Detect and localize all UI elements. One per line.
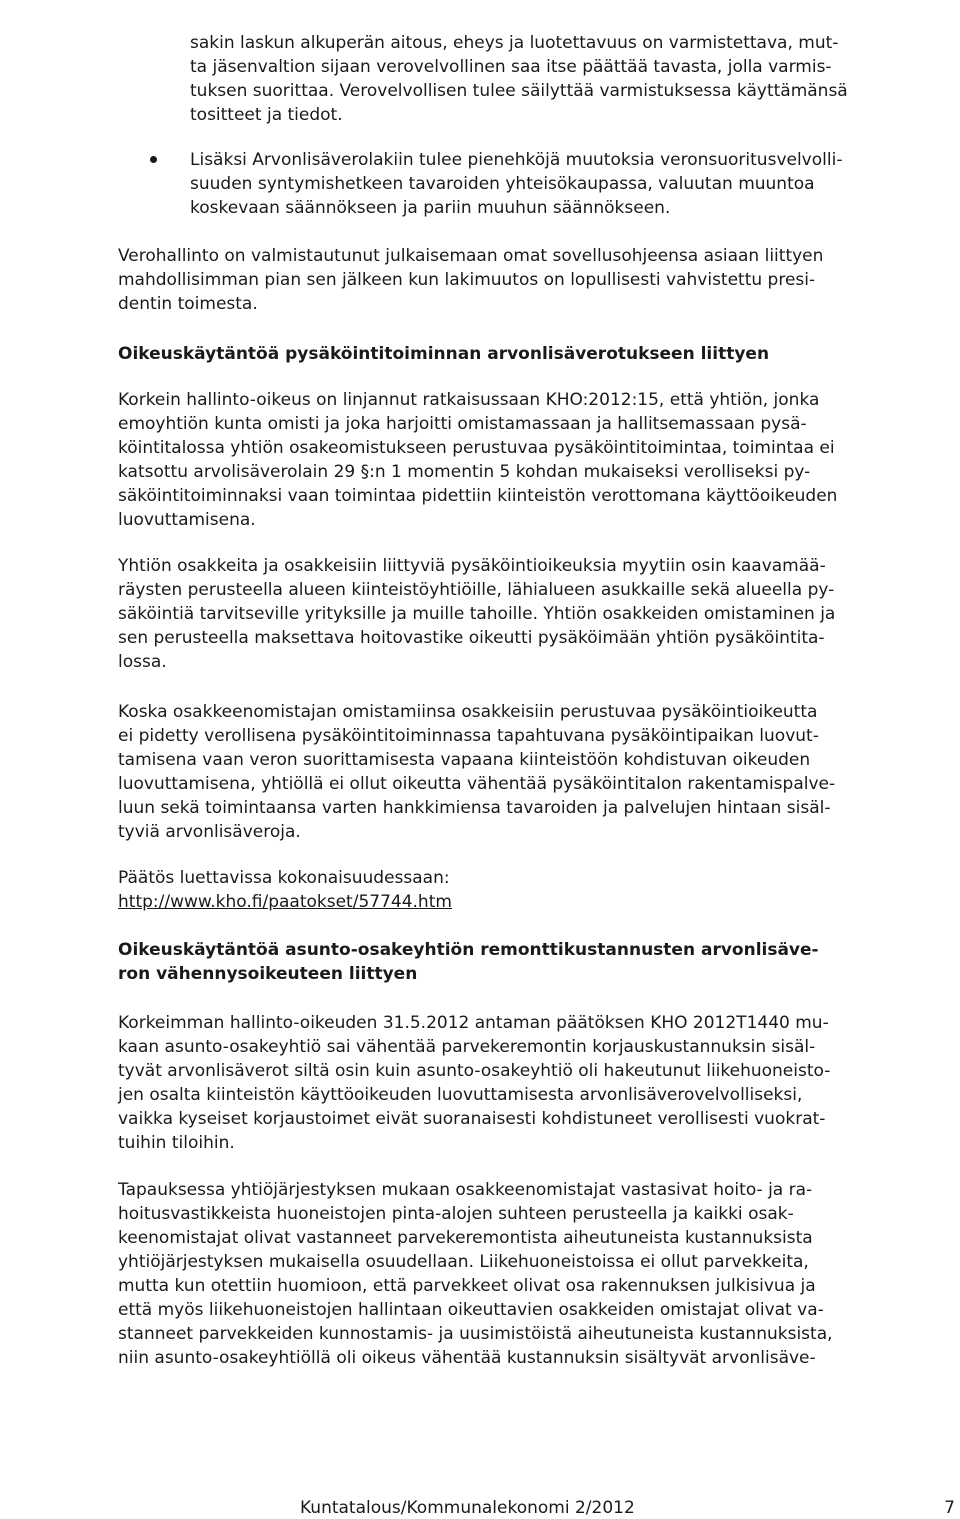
decision-link[interactable]: http://www.kho.fi/paatokset/57744.htm <box>118 892 452 912</box>
text-line: Koska osakkeenomistajan omistamiinsa osakkeisiin perustuvaa pysäköintioikeutta <box>118 702 818 722</box>
text-line: ei pidetty verollisena pysäköintitoiminnassa tapahtuvana pysäköintipaikan luovut- <box>118 726 819 746</box>
verohallinto-paragraph <box>118 244 950 316</box>
text-line: luovuttamisena. <box>118 510 256 530</box>
section1-paragraph-2 <box>118 554 950 674</box>
section1-paragraph-3 <box>118 700 950 844</box>
text-line: sen perusteella maksettava hoitovastike oikeutti pysäköimään yhtiön pysäköintita- <box>118 628 825 648</box>
section1-paragraph-1 <box>118 388 950 532</box>
text-line: keenomistajat olivat vastanneet parvekeremontista aiheutuneista kustannuksista <box>118 1228 813 1248</box>
text-line: luovuttamisena, yhtiöllä ei ollut oikeutta vähentää pysäköintitalon rakentamispalve- <box>118 774 836 794</box>
text-line: niin asunto-osakeyhtiöllä oli oikeus vähentää kustannuksin sisältyvät arvonlisäve- <box>118 1348 816 1368</box>
text-line: tyviä arvonlisäveroja. <box>118 822 301 842</box>
text-line: säköintitoiminnaksi vaan toimintaa pidettiin kiinteistön verottomana käyttöoikeuden <box>118 486 838 506</box>
decision-label: Päätös luettavissa kokonaisuudessaan: <box>118 868 450 888</box>
text-line: Verohallinto on valmistautunut julkaisemaan omat sovellusohjeensa asiaan liittyen <box>118 246 824 266</box>
text-line: lossa. <box>118 652 167 672</box>
text-line: Korkein hallinto-oikeus on linjannut ratkaisussaan KHO:2012:15, että yhtiön, jonka <box>118 390 820 410</box>
page-number: 7 <box>944 1498 955 1518</box>
bullet-icon <box>150 156 157 163</box>
text-line: suuden syntymishetkeen tavaroiden yhteisökaupassa, valuutan muuntoa <box>190 174 815 194</box>
bullet-text <box>190 148 950 220</box>
text-line: stanneet parvekkeiden kunnostamis- ja uusimistöistä aiheutuneista kustannuksista, <box>118 1324 833 1344</box>
heading-line: Oikeuskäytäntöä asunto-osakeyhtiön remonttikustannusten arvonlisäve- <box>118 940 819 960</box>
intro-paragraph <box>190 31 950 127</box>
section2-paragraph-1 <box>118 1011 950 1155</box>
text-line: mahdollisimman pian sen jälkeen kun lakimuutos on lopullisesti vahvistettu presi- <box>118 270 816 290</box>
text-line: luun sekä toimintaansa varten hankkimiensa tavaroiden ja palvelujen hintaan sisäl- <box>118 798 831 818</box>
section2-paragraph-2 <box>118 1178 950 1370</box>
text-line: dentin toimesta. <box>118 294 258 314</box>
text-line: tamisena vaan veron suorittamisesta vapaana kiinteistöön kohdistuvan oikeuden <box>118 750 811 770</box>
text-line: kaan asunto-osakeyhtiö sai vähentää parvekeremontin korjauskustannuksin sisäl- <box>118 1037 816 1057</box>
text-line: räysten perusteella alueen kiinteistöyhtiöille, lähialueen asukkaille sekä alueella py- <box>118 580 835 600</box>
decision-reference <box>118 866 950 914</box>
text-line: tuihin tiloihin. <box>118 1133 235 1153</box>
text-line: Tapauksessa yhtiöjärjestyksen mukaan osakkeenomistajat vastasivat hoito- ja ra- <box>118 1180 813 1200</box>
text-line: hoitusvastikkeista huoneistojen pinta-alojen suhteen perusteella ja kaikki osak- <box>118 1204 794 1224</box>
section-heading-renovation <box>118 938 950 986</box>
text-line: Korkeimman hallinto-oikeuden 31.5.2012 antaman päätöksen KHO 2012T1440 mu- <box>118 1013 829 1033</box>
text-line: että myös liikehuoneistojen hallintaan oikeuttavien osakkeiden omistajat olivat va- <box>118 1300 824 1320</box>
text-line: jen osalta kiinteistön käyttöoikeuden luovuttamisesta arvonlisäverovelvolliseksi, <box>118 1085 803 1105</box>
heading-line: ron vähennysoikeuteen liittyen <box>118 964 418 984</box>
section-heading-parking: Oikeuskäytäntöä pysäköintitoiminnan arvonlisäverotukseen liittyen <box>118 344 770 364</box>
text-line: tuksen suorittaa. Verovelvollisen tulee säilyttää varmistuksessa käyttämänsä <box>190 81 848 101</box>
text-line: yhtiöjärjestyksen mukaisella osuudellaan. Liikehuoneistoissa ei ollut parvekkeita, <box>118 1252 809 1272</box>
text-line: tositteet ja tiedot. <box>190 105 343 125</box>
text-line: mutta kun otettiin huomioon, että parvekkeet olivat osa rakennuksen julkisivua ja <box>118 1276 816 1296</box>
text-line: ta jäsenvaltion sijaan verovelvollinen saa itse päättää tavasta, jolla varmis- <box>190 57 832 77</box>
text-line: köintitalossa yhtiön osakeomistukseen perustuvaa pysäköintitoimintaa, toimintaa ei <box>118 438 835 458</box>
text-line: katsottu arvolisäverolain 29 §:n 1 momentin 5 kohdan mukaiseksi verolliseksi py- <box>118 462 811 482</box>
text-line: koskevaan säännökseen ja pariin muuhun säännökseen. <box>190 198 671 218</box>
text-line: emoyhtiön kunta omisti ja joka harjoitti omistamassaan ja hallitsemassaan pysä- <box>118 414 807 434</box>
text-line: tyvät arvonlisäverot siltä osin kuin asunto-osakeyhtiö oli hakeutunut liikehuoneisto- <box>118 1061 831 1081</box>
text-line: vaikka kyseiset korjaustoimet eivät suoranaisesti kohdistuneet verollisesti vuokrat- <box>118 1109 826 1129</box>
text-line: Yhtiön osakkeita ja osakkeisiin liittyviä pysäköintioikeuksia myytiin osin kaavamää- <box>118 556 826 576</box>
text-line: Lisäksi Arvonlisäverolakiin tulee pienehköjä muutoksia veronsuoritusvelvolli- <box>190 150 843 170</box>
publication-name: Kuntatalous/Kommunalekonomi 2/2012 <box>300 1498 635 1518</box>
text-line: säköintiä tarvitseville yrityksille ja muille tahoille. Yhtiön osakkeiden omistaminen ja <box>118 604 836 624</box>
text-line: sakin laskun alkuperän aitous, eheys ja luotettavuus on varmistettava, mut- <box>190 33 839 53</box>
